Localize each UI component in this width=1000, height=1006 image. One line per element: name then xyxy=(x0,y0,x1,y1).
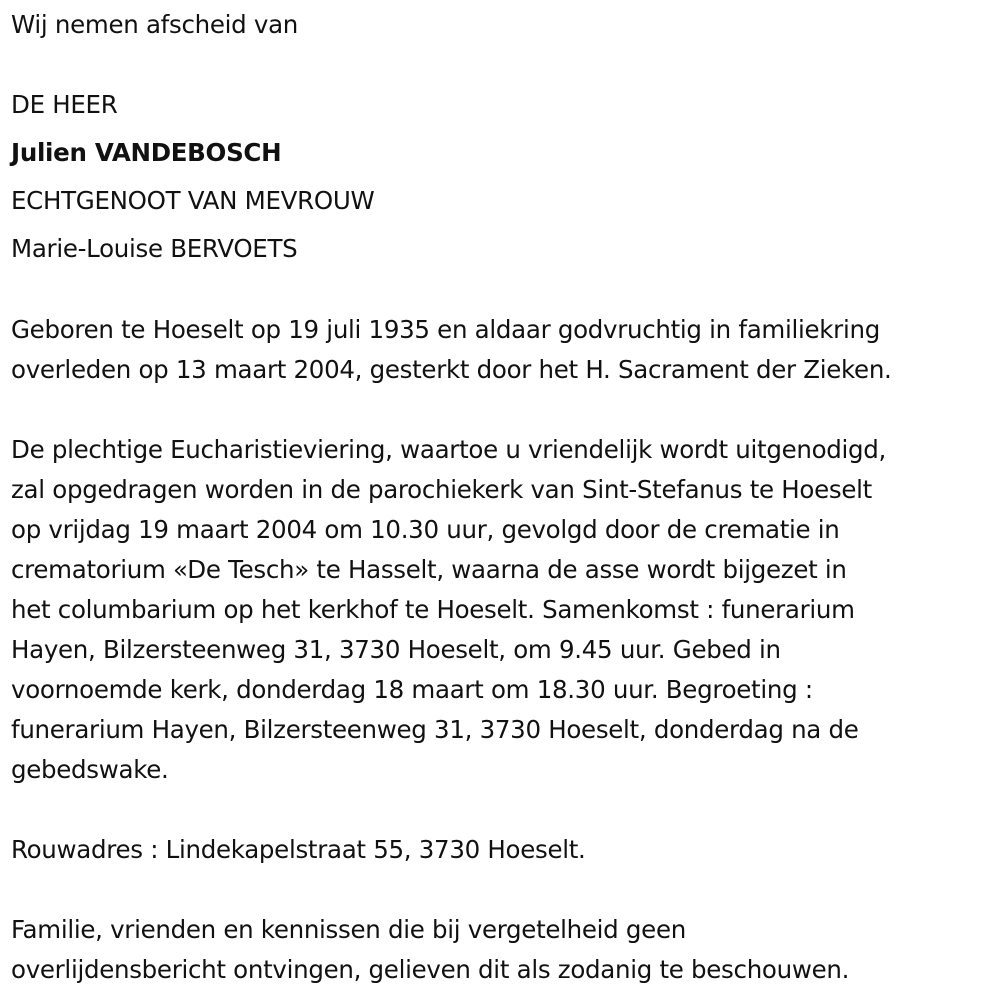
closing-line: overlijdensbericht ontvingen, gelieven dit als zodanig te beschouwen. xyxy=(11,955,850,984)
service-line: op vrijdag 19 maart 2004 om 10.30 uur, gevolgd door de crematie in xyxy=(11,515,840,544)
intro-text: Wij nemen afscheid van xyxy=(11,10,299,39)
service-line: De plechtige Eucharistieviering, waartoe u vriendelijk wordt uitgenodigd, xyxy=(11,435,887,464)
deceased-name: Julien VANDEBOSCH xyxy=(11,138,282,167)
service-line: crematorium «De Tesch» te Hasselt, waarna de asse wordt bijgezet in xyxy=(11,555,847,584)
service-line: het columbarium op het kerkhof te Hoeselt. Samenkomst : funerarium xyxy=(11,595,855,624)
birth-death-line: Geboren te Hoeselt op 19 juli 1935 en aldaar godvruchtig in familiekring xyxy=(11,315,880,344)
deceased-title: DE HEER xyxy=(11,90,118,119)
closing-line: Familie, vrienden en kennissen die bij vergetelheid geen xyxy=(11,915,686,944)
service-line: funerarium Hayen, Bilzersteenweg 31, 3730 Hoeselt, donderdag na de xyxy=(11,715,859,744)
service-line: voornoemde kerk, donderdag 18 maart om 18.30 uur. Begroeting : xyxy=(11,675,813,704)
service-line: zal opgedragen worden in de parochiekerk van Sint-Stefanus te Hoeselt xyxy=(11,475,872,504)
service-line: Hayen, Bilzersteenweg 31, 3730 Hoeselt, om 9.45 uur. Gebed in xyxy=(11,635,781,664)
spouse-label: ECHTGENOOT VAN MEVROUW xyxy=(11,186,375,215)
birth-death-line: overleden op 13 maart 2004, gesterkt door het H. Sacrament der Zieken. xyxy=(11,355,892,384)
service-line: gebedswake. xyxy=(11,755,169,784)
spouse-name: Marie-Louise BERVOETS xyxy=(11,234,298,263)
mourning-address: Rouwadres : Lindekapelstraat 55, 3730 Hoeselt. xyxy=(11,835,586,864)
